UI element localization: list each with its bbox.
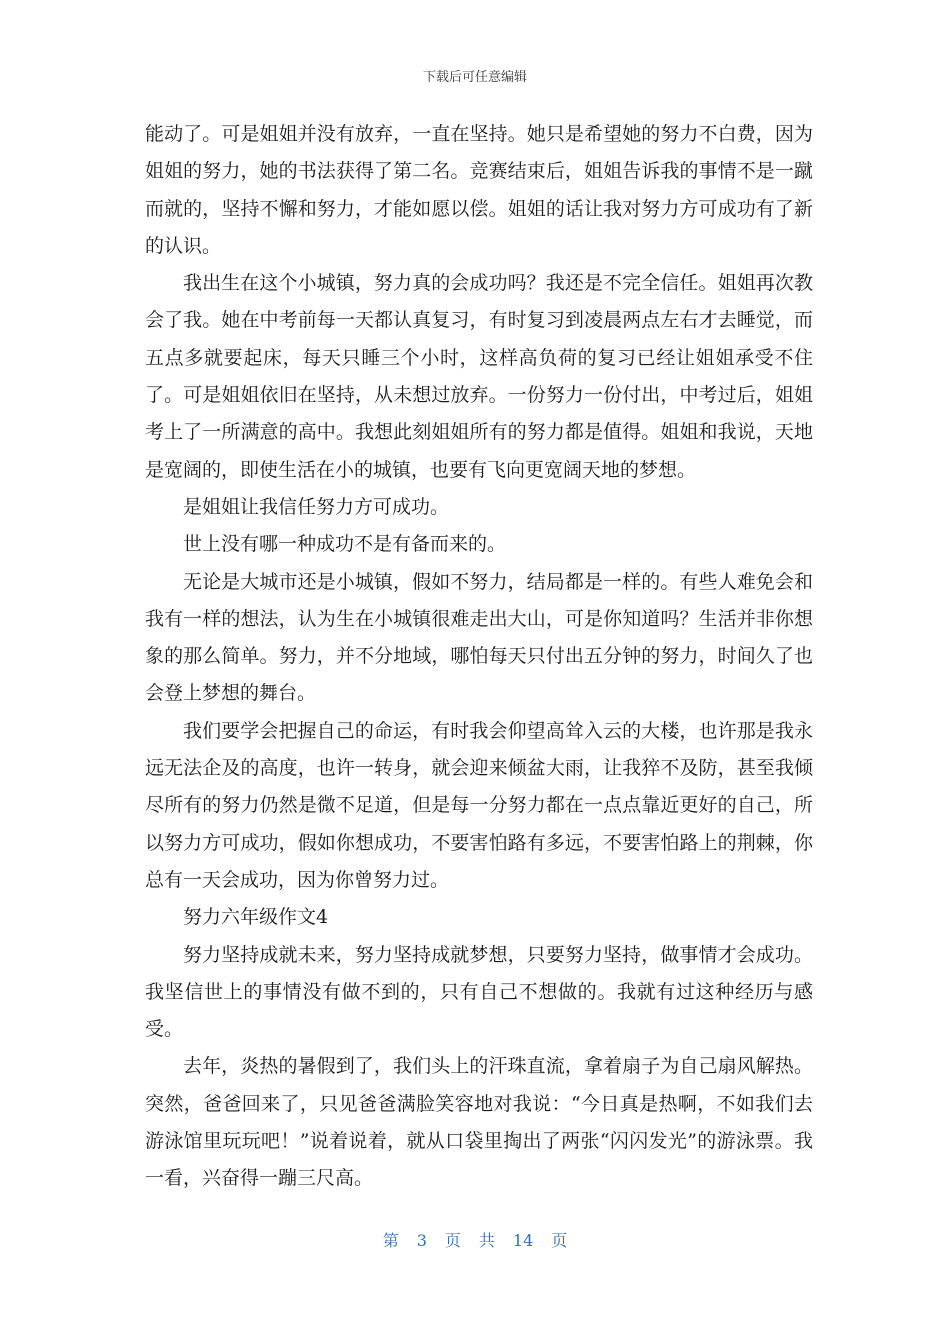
total-label: 共 [478, 1231, 495, 1250]
paragraph: 世上没有哪一种成功不是有备而来的。 [183, 533, 507, 556]
paragraph: 我出生在这个小城镇，努力真的会成功吗？我还是不完全信任。姐姐再次教会了我。她在中考前每一天都认真复习，有时复习到凌晨两点左右才去睡觉，而五点多就要起床，每天只睡三个小时，这样高负荷的复习已经让姐姐承受不住了。可是姐姐依旧在坚持，从未想过放弃。一份努力一份付出，中考过后，姐姐考上了一所满意的高中。我想此刻姐姐所有的努力都是值得。姐姐和我说，天地是宽阔的，即使生活在小的城镇，也要有飞向更宽阔天地的梦想。 [145, 272, 813, 481]
paragraph: 去年，炎热的暑假到了，我们头上的汗珠直流，拿着扇子为自己扇风解热。突然，爸爸回来了，只见爸爸满脸笑容地对我说：“今日真是热啊，不如我们去游泳馆里玩玩吧！”说着说着，就从口袋里掏出了两张“闪闪发光”的游泳票。我一看，兴奋得一蹦三尺高。 [145, 1055, 813, 1190]
total-unit: 页 [551, 1231, 568, 1250]
paragraph: 无论是大城市还是小城镇，假如不努力，结局都是一样的。有些人难免会和我有一样的想法，认为生在小城镇很难走出大山，可是你知道吗？生活并非你想象的那么简单。努力，并不分地域，哪怕每天只付出五分钟的努力，时间久了也会登上梦想的舞台。 [145, 570, 813, 705]
page-footer [0, 1228, 950, 1251]
section-heading: 努力六年级作文4 [183, 906, 329, 929]
document-body [145, 116, 813, 1198]
paragraph: 是姐姐让我信任努力方可成功。 [183, 495, 450, 518]
paragraph: 能动了。可是姐姐并没有放弃，一直在坚持。她只是希望她的努力不白费，因为姐姐的努力，她的书法获得了第二名。竞赛结束后，姐姐告诉我的事情不是一蹴而就的，坚持不懈和努力，才能如愿以偿。姐姐的话让我对努力方可成功有了新的认识。 [145, 123, 813, 257]
page-unit: 页 [444, 1231, 461, 1250]
page-header-note: 下载后可任意编辑 [422, 70, 527, 85]
page-label: 第 [382, 1231, 399, 1250]
page-number: 3 [416, 1231, 427, 1250]
paragraph: 努力坚持成就未来，努力坚持成就梦想，只要努力坚持，做事情才会成功。我坚信世上的事情没有做不到的，只有自己不想做的。我就有过这种经历与感受。 [145, 943, 813, 1041]
total-pages: 14 [512, 1231, 534, 1250]
paragraph: 我们要学会把握自己的命运，有时我会仰望高耸入云的大楼，也许那是我永远无法企及的高度，也许一转身，就会迎来倾盆大雨，让我猝不及防，甚至我倾尽所有的努力仍然是微不足道，但是每一分努力都在一点点靠近更好的自己，所以努力方可成功，假如你想成功，不要害怕路有多远，不要害怕路上的荆棘，你总有一天会成功，因为你曾努力过。 [145, 719, 813, 891]
